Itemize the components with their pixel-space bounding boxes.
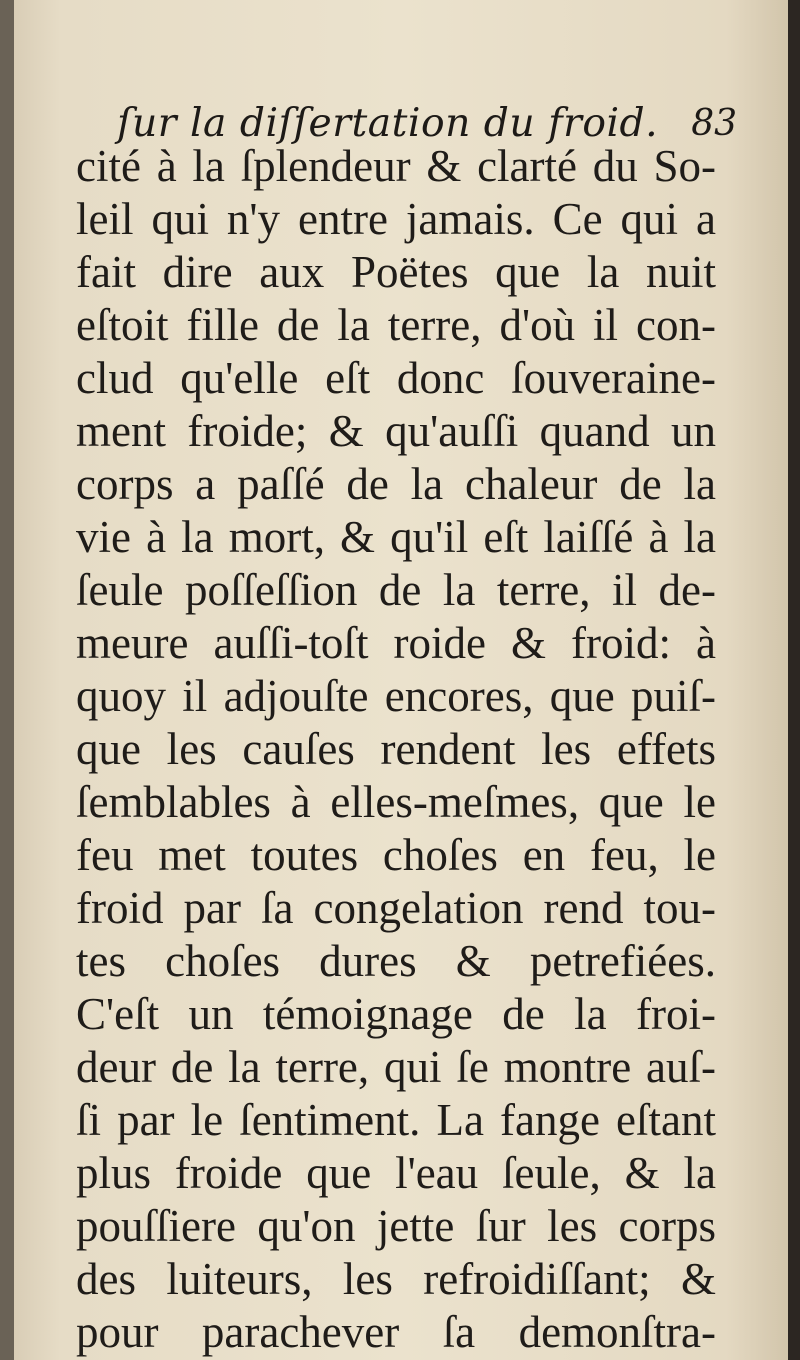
page-number: 83 — [691, 103, 737, 144]
body-text — [76, 140, 716, 1359]
text-line: corps a paſſé de la chaleur de la — [76, 459, 716, 509]
page-edge-left — [0, 0, 14, 1360]
text-line: que les cauſes rendent les effets — [76, 724, 716, 774]
text-line: C'eſt un témoignage de la froi- — [76, 989, 716, 1039]
text-line: tes choſes dures & petrefiées. — [76, 936, 716, 986]
text-line: clud qu'elle eſt donc ſouveraine- — [76, 353, 716, 403]
text-line: feu met toutes choſes en feu, le — [76, 830, 716, 880]
text-line: froid par ſa congelation rend tou- — [76, 883, 716, 933]
text-line: plus froide que l'eau ſeule, & la — [76, 1148, 716, 1198]
text-line: ſi par le ſentiment. La fange eſtant — [76, 1095, 716, 1145]
text-line: quoy il adjouſte encores, que puiſ- — [76, 671, 716, 721]
page-edge-right — [788, 0, 800, 1360]
book-page — [14, 0, 788, 1360]
text-line: ment froide; & qu'auſſi quand un — [76, 406, 716, 456]
text-line: des luiteurs, les refroidiſſant; & — [76, 1254, 716, 1304]
text-line: meure auſſi-toſt roide & froid: à — [76, 618, 716, 668]
text-line: leil qui n'y entre jamais. Ce qui a — [76, 194, 716, 244]
text-line: fait dire aux Poëtes que la nuit — [76, 247, 716, 297]
running-title: ſur la diſſertation du froid. — [117, 101, 659, 146]
text-line: vie à la mort, & qu'il eſt laiſſé à la — [76, 512, 716, 562]
text-line: pour parachever ſa demonſtra- — [76, 1307, 716, 1357]
text-line: ſemblables à elles-meſmes, que le — [76, 777, 716, 827]
text-line: deur de la terre, qui ſe montre auſ- — [76, 1042, 716, 1092]
text-line: ſeule poſſeſſion de la terre, il de- — [76, 565, 716, 615]
text-line: pouſſiere qu'on jette ſur les corps — [76, 1201, 716, 1251]
text-line: eſtoit fille de la terre, d'où il con- — [76, 300, 716, 350]
text-line: cité à la ſplendeur & clarté du So- — [76, 141, 716, 191]
